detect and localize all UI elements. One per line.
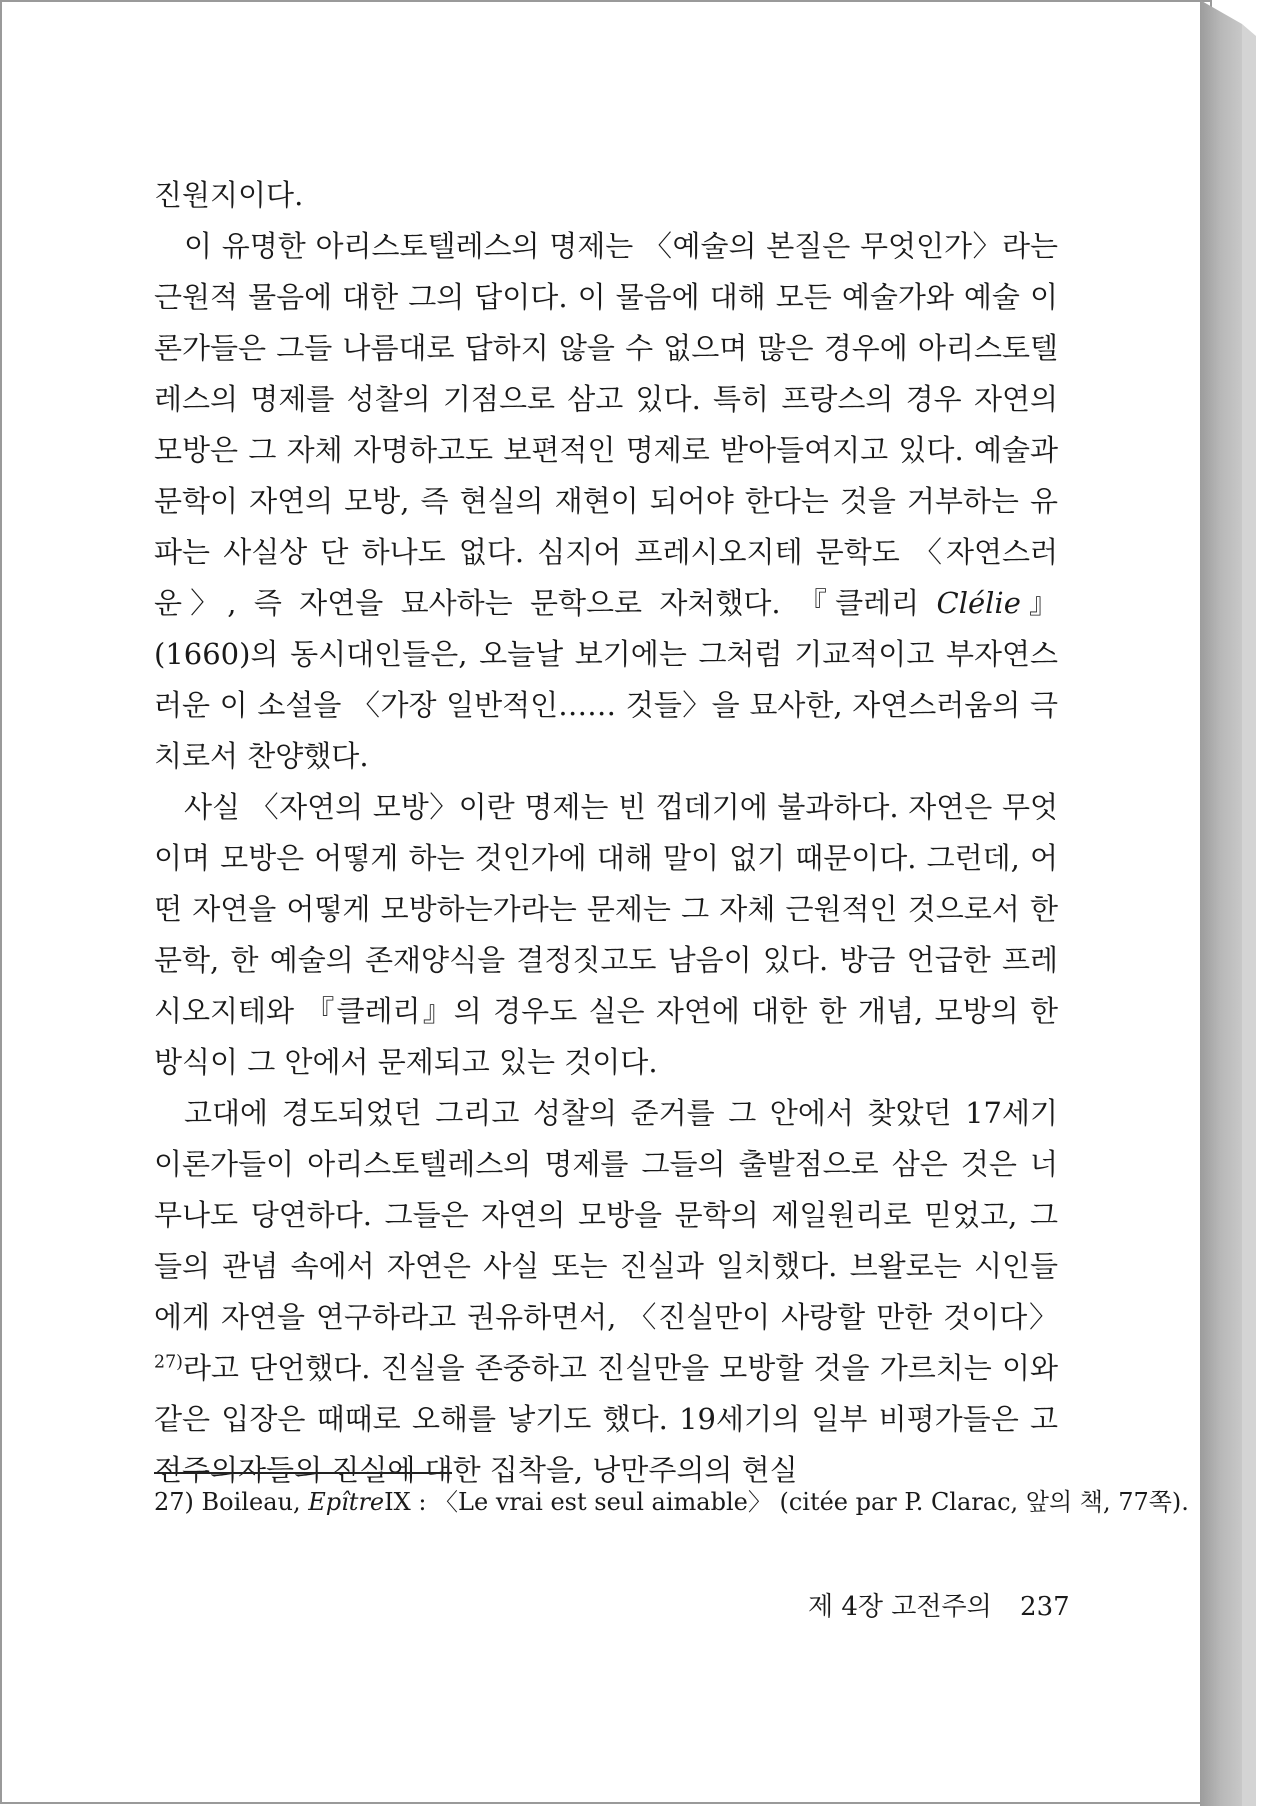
footnote-work: Epître: [308, 1488, 385, 1516]
paragraph-4: [154, 1088, 1058, 1496]
paragraph-2-text-tail: 』(1660)의 동시대인들은, 오늘날 보기에는 그처럼 기교적이고 부자연스러운 이 소설을 〈가장 일반적인…… 것들〉을 묘사한, 자연스러움의 극치로서 찬양했다.: [154, 586, 1058, 773]
page-number: 237: [1020, 1592, 1070, 1622]
paragraph-2-title-open: 『클레리: [798, 586, 937, 620]
paragraph-4-text: 고대에 경도되었던 그리고 성찰의 준거를 그 안에서 찾았던 17세기 이론가들이 아리스토텔레스의 명제를 그들의 출발점으로 삼은 것은 너무나도 당연하다. 그들은 자연의 모방을 문학의 제일원리로 믿었고, 그들의 관념 속에서 자연은 사실 또는 진실과 일치했다. 브왈로는 시인들에게 자연을 연구하라고 권유하면서, 〈진실만이 사랑할 만한 것이다〉: [154, 1096, 1058, 1334]
paragraph-3: 사실 〈자연의 모방〉이란 명제는 빈 껍데기에 불과하다. 자연은 무엇이며 모방은 어떻게 하는 것인가에 대해 말이 없기 때문이다. 그런데, 어떤 자연을 어떻게 모방하는가라는 문제는 그 자체 근원적인 것으로서 한 문학, 한 예술의 존재양식을 결정짓고도 남음이 있다. 방금 언급한 프레시오지테와 『클레리』의 경우도 실은 자연에 대한 한 개념, 모방의 한 방식이 그 안에서 문제되고 있는 것이다.: [154, 790, 1058, 1079]
footnote-marker: 27): [154, 1488, 194, 1516]
footnote: [154, 1482, 1189, 1522]
footnote-divider: [154, 1472, 452, 1474]
paragraph-1: 진원지이다.: [154, 178, 304, 212]
paragraph-2-italic-title: Clélie: [936, 586, 1021, 620]
footnote-ref[interactable]: 27): [154, 1352, 183, 1373]
footnote-work-number: IX :: [384, 1488, 427, 1516]
body-text: [154, 170, 1058, 1496]
page-footer: [808, 1586, 1070, 1623]
chapter-title: 제 4장 고전주의: [808, 1592, 992, 1622]
footnote-quote: 〈Le vrai est seul aimable〉: [434, 1488, 772, 1516]
footnote-author: Boileau,: [201, 1488, 301, 1516]
footnote-citation: (citée par P. Clarac, 앞의 책, 77쪽).: [779, 1488, 1189, 1516]
paragraph-2: [154, 221, 1058, 782]
page-edge: [1200, 0, 1283, 1806]
paragraph-4-text-tail: 라고 단언했다. 진실을 존중하고 진실만을 모방할 것을 가르치는 이와 같은 입장은 때때로 오해를 낳기도 했다. 19세기의 일부 비평가들은 고전주의자들의 진실에 대한 집착을, 낭만주의의 현실: [154, 1351, 1058, 1487]
paragraph-2-text: 이 유명한 아리스토텔레스의 명제는 〈예술의 본질은 무엇인가〉라는 근원적 물음에 대한 그의 답이다. 이 물음에 대해 모든 예술가와 예술 이론가들은 그들 나름대로 답하지 않을 수 없으며 많은 경우에 아리스토텔레스의 명제를 성찰의 기점으로 삼고 있다. 특히 프랑스의 경우 자연의 모방은 그 자체 자명하고도 보편적인 명제로 받아들여지고 있다. 예술과 문학이 자연의 모방, 즉 현실의 재현이 되어야 한다는 것을 거부하는 유파는 사실상 단 하나도 없다. 심지어 프레시오지테 문학도 〈자연스러운〉, 즉 자연을 묘사하는 문학으로 자처했다.: [154, 229, 1058, 620]
